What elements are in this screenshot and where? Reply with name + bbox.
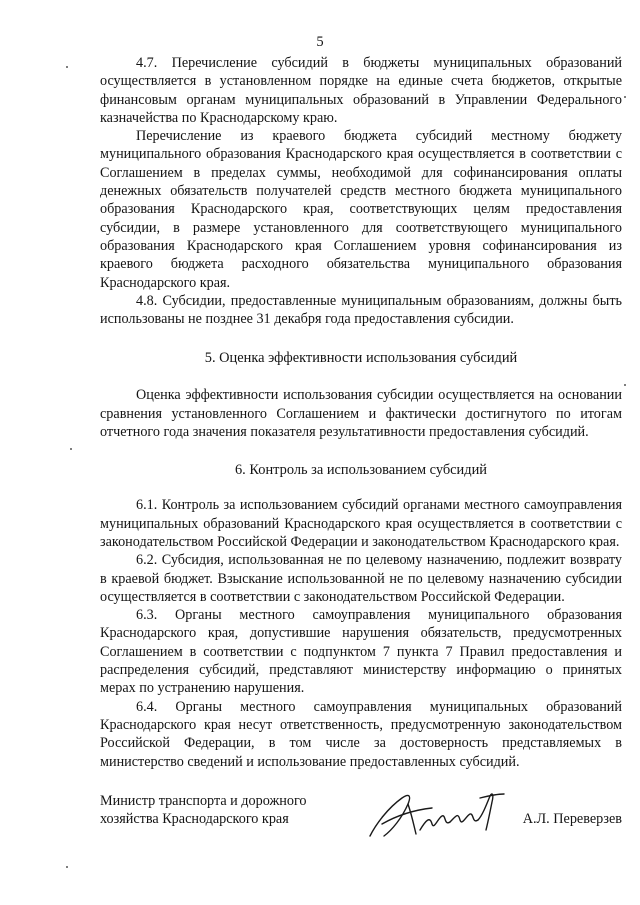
handwritten-signature xyxy=(362,786,512,844)
scan-speck xyxy=(66,866,68,868)
document-body xyxy=(100,54,622,771)
signature-block xyxy=(100,792,622,852)
paragraph-6-4: 6.4. Органы местного самоуправления муниципальных образований Краснодарского края несут ответственность, предусмотренную законодательством Российской Федерации, в том числе за достоверность представляемых в министерство сведений и использование предоставленных субсидий. xyxy=(100,698,622,770)
section-5-heading: 5. Оценка эффективности использования субсидий xyxy=(204,350,518,367)
scan-speck xyxy=(624,96,626,98)
scan-speck xyxy=(624,384,626,386)
signer-name: А.Л. Переверзев xyxy=(522,811,622,827)
paragraph-5-1: Оценка эффективности использования субсидии осуществляется на основании сравнения установленного Соглашением и фактически достигнутого по итогам отчетного года значения показателя результативности предоставления субсидий. xyxy=(100,387,622,441)
paragraph-6-2: 6.2. Субсидия, использованная не по целевому назначению, подлежит возврату в краевой бюджет. Взыскание использованной не по целевому назначению субсидии осуществляется в соответствии с законодательством Российской Федерации. xyxy=(100,552,622,605)
paragraph-6-1: 6.1. Контроль за использованием субсидий органами местного самоуправления муниципальных образований Краснодарского края осуществляется в соответствии с законодательством Российской Федерации и законодательством Краснодарского края. xyxy=(100,497,622,550)
scan-speck xyxy=(70,448,72,450)
paragraph-4-8: 4.8. Субсидии, предоставленные муниципальным образованиям, должны быть использованы не позднее 31 декабря года предоставления субсидии. xyxy=(100,292,622,328)
paragraph-transfer: Перечисление из краевого бюджета субсидий местному бюджету муниципального образования Краснодарского края осуществляется в соответствии с Соглашением в пределах суммы, необходимой для софинансирования оплаты денежных обязательств получателей средств местного бюджета муниципального образования Краснодарского края, соответствующих целям предоставления субсидии, в размере установленного для соответствующего муниципального образования Краснодарского края Соглашением уровня софинансирования из краевого бюджета расходного обязательства муниципального образования Краснодарского края. xyxy=(100,128,622,291)
paragraph-4-7: 4.7. Перечисление субсидий в бюджеты муниципальных образований осуществляется в установленном порядке на единые счета бюджетов, открытые финансовым органам муниципальных образований в Управлении Федерального казначейства по Краснодарскому краю. xyxy=(100,55,622,126)
section-6-heading: 6. Контроль за использованием субсидий xyxy=(234,462,487,479)
signer-title-line-1: Министр транспорта и дорожного xyxy=(100,793,307,809)
scan-speck xyxy=(66,66,68,68)
paragraph-6-3: 6.3. Органы местного самоуправления муниципального образования Краснодарского края, допустившие нарушения обязательств, предусмотренных Соглашением в соответствии с подпунктом 7 пункта 7 Правил предоставления и распределения субсидий, представляют министерству информацию о принятых мерах по устранению нарушения. xyxy=(100,607,622,697)
page-number: 5 xyxy=(316,34,324,50)
signer-title xyxy=(100,792,307,829)
signer-title-line-2: хозяйства Краснодарского края xyxy=(100,811,289,828)
